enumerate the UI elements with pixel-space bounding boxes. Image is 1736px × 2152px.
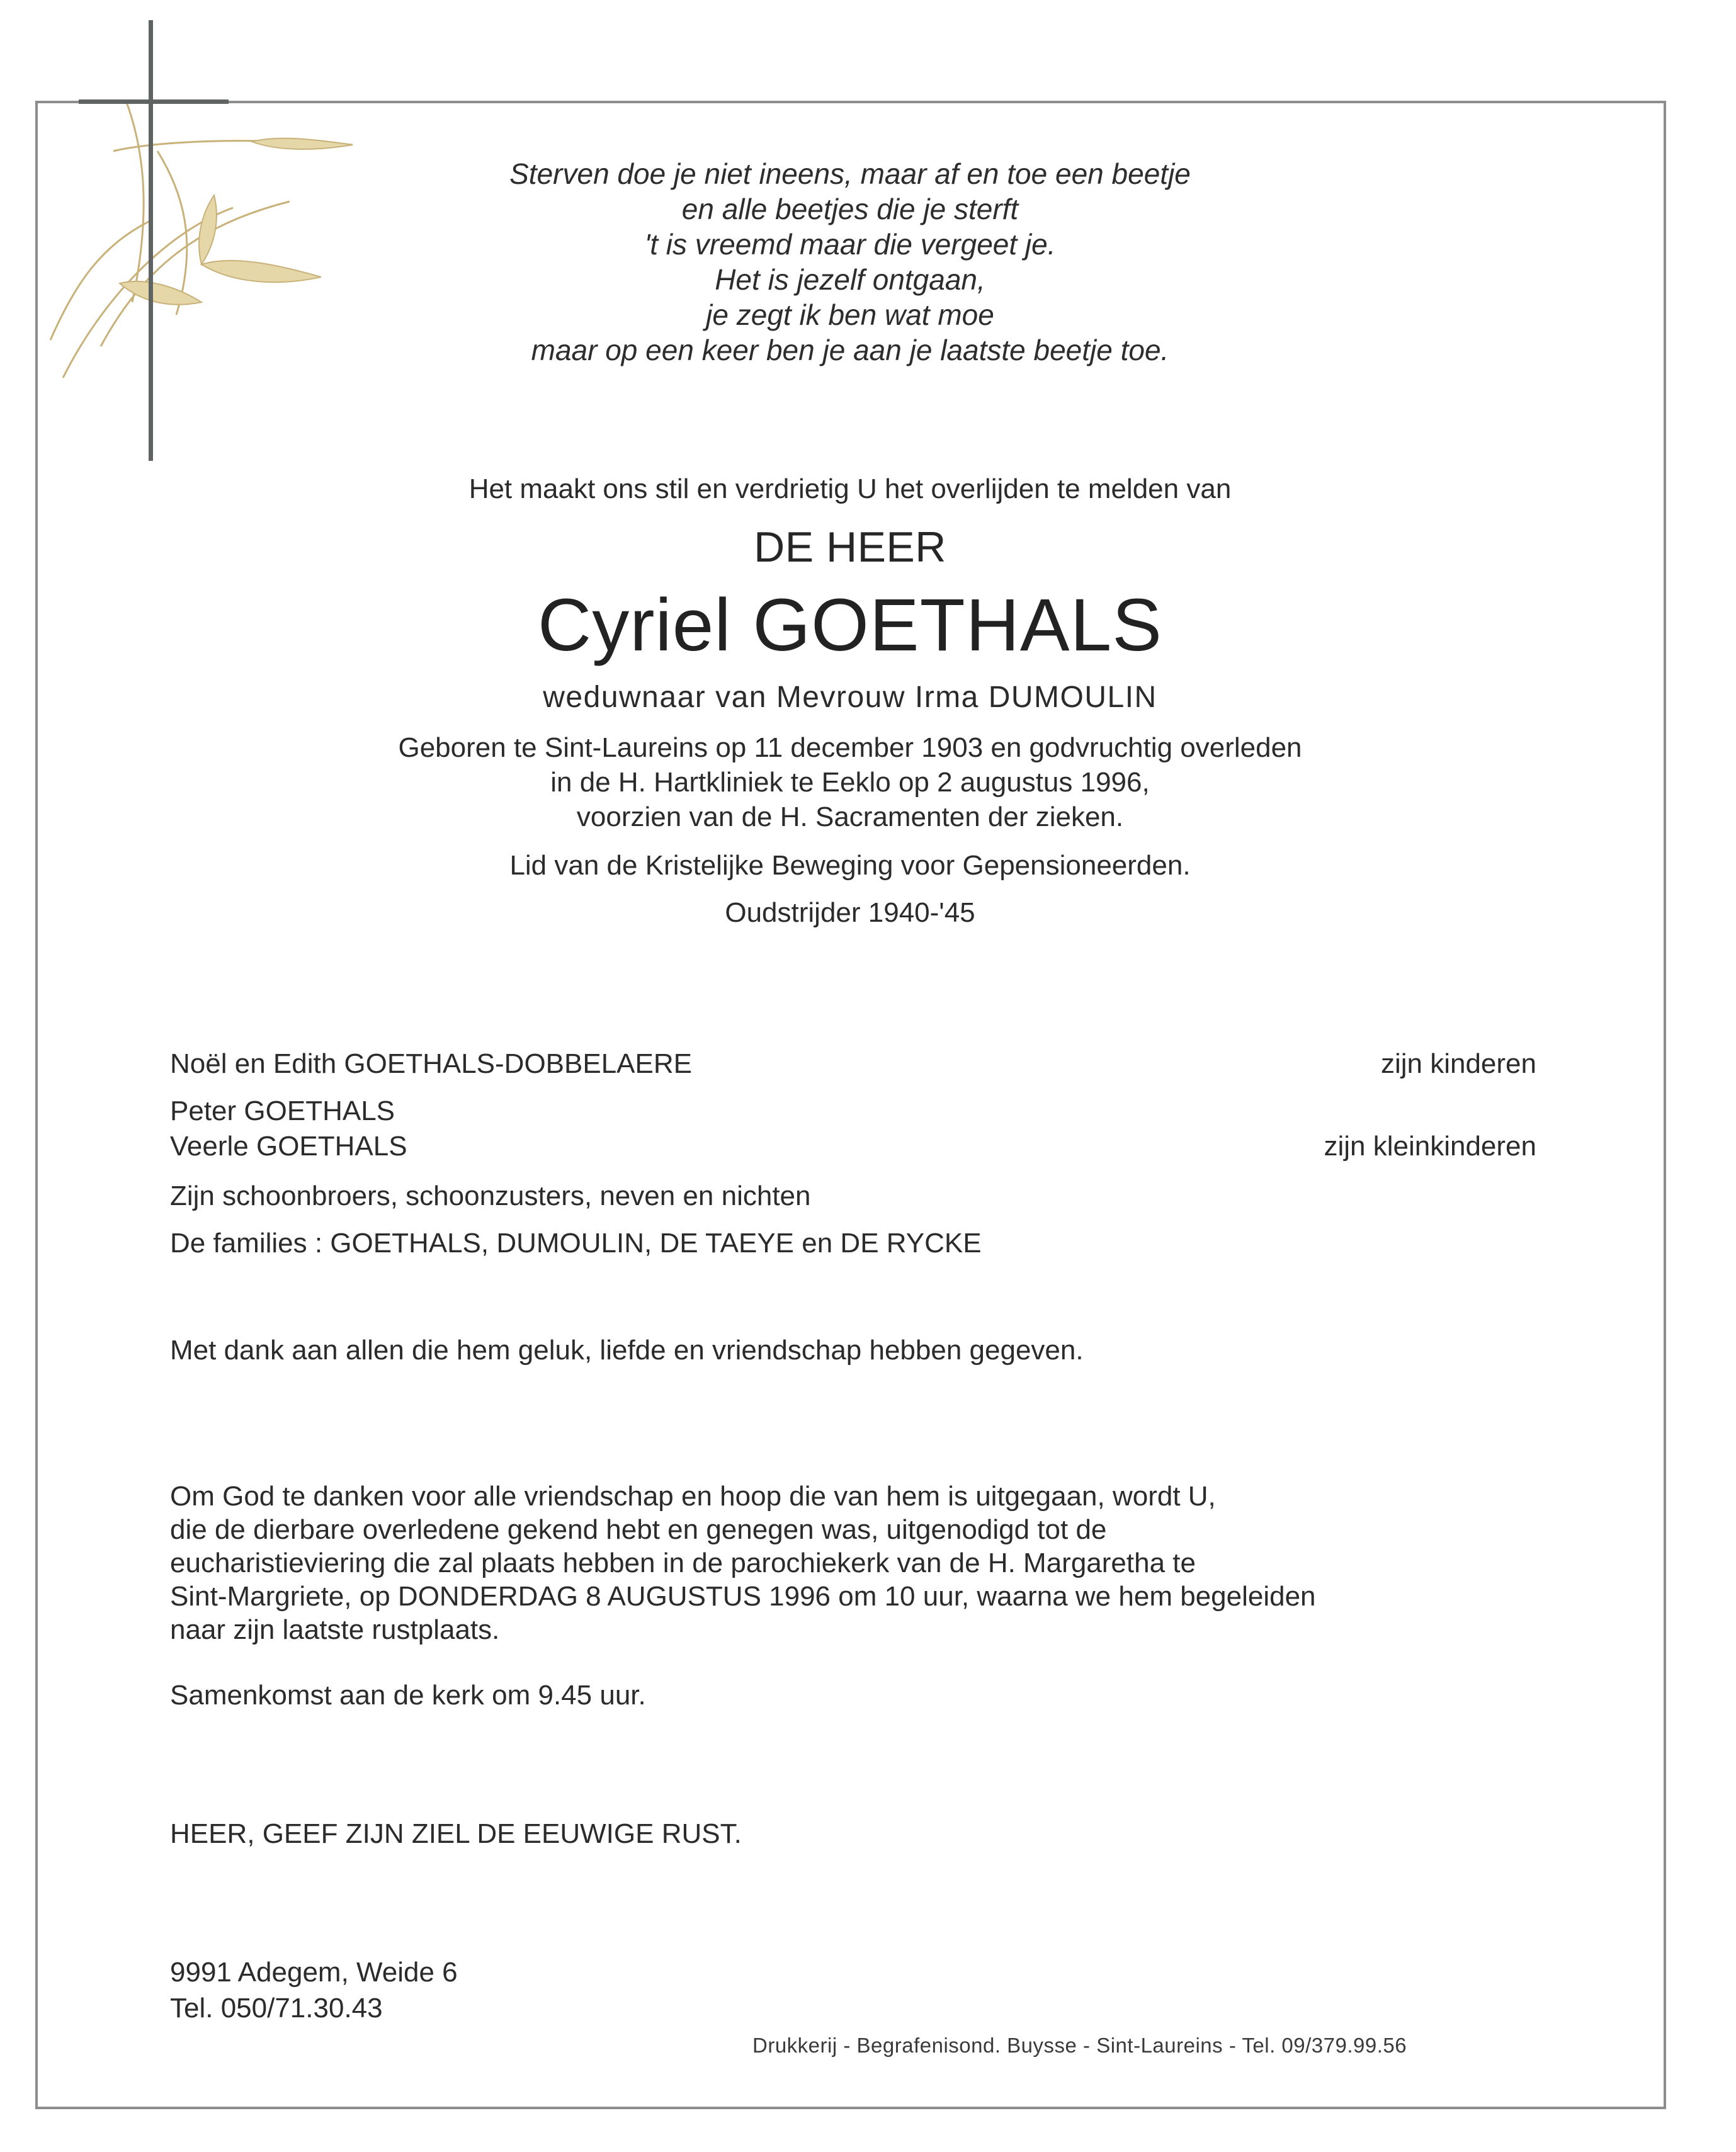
deceased-name: Cyriel GOETHALS <box>538 584 1162 667</box>
service-line: die de dierbare overledene gekend hebt en genegen was, uitgenodigd tot de <box>170 1514 1107 1545</box>
service-paragraph <box>170 1480 1316 1646</box>
poem <box>378 156 1322 368</box>
biography-line: in de H. Hartkliniek te Eeklo op 2 augustus 1996, <box>550 767 1150 798</box>
widower-line: weduwnaar van Mevrouw Irma DUMOULIN <box>543 681 1157 714</box>
address-line: 9991 Adegem, Weide 6 <box>170 1957 458 1988</box>
children-label: zijn kinderen <box>1380 1048 1536 1079</box>
wheat-illustration <box>25 76 378 403</box>
service-line: naar zijn laatste rustplaats. <box>170 1614 500 1645</box>
service-line: Om God te danken voor alle vriendschap en hoop die van hem is uitgegaan, wordt U, <box>170 1481 1216 1512</box>
cross-horizontal-bar <box>79 99 229 104</box>
poem-line: en alle beetjes die je sterft <box>681 193 1019 225</box>
poem-line: Sterven doe je niet ineens, maar af en toe een beetje <box>509 157 1191 190</box>
gathering-line: Samenkomst aan de kerk om 9.45 uur. <box>170 1680 646 1711</box>
service-line: eucharistieviering die zal plaats hebben in de parochiekerk van de H. Margaretha te <box>170 1548 1196 1578</box>
phone-line: Tel. 050/71.30.43 <box>170 1993 383 2024</box>
cross-vertical-bar <box>149 20 153 461</box>
families-line: De families : GOETHALS, DUMOULIN, DE TAEYE en DE RYCKE <box>170 1228 982 1259</box>
biography-line: voorzien van de H. Sacramenten der zieken. <box>576 801 1124 832</box>
in-laws-line: Zijn schoonbroers, schoonzusters, neven en nichten <box>170 1181 811 1211</box>
poem-line: je zegt ik ben wat moe <box>706 298 994 331</box>
grandchild-name: Veerle GOETHALS <box>170 1131 407 1162</box>
veteran-line: Oudstrijder 1940-'45 <box>725 897 975 928</box>
honorific-title: DE HEER <box>754 523 946 571</box>
children-names: Noël en Edith GOETHALS-DOBBELAERE <box>170 1048 692 1079</box>
printer-credit: Drukkerij - Begrafenisond. Buysse - Sint-Laureins - Tel. 09/379.99.56 <box>752 2034 1407 2057</box>
biography <box>252 730 1448 834</box>
poem-line: 't is vreemd maar die vergeet je. <box>644 228 1056 261</box>
prayer-line: HEER, GEEF ZIJN ZIEL DE EEUWIGE RUST. <box>170 1818 742 1849</box>
membership-line: Lid van de Kristelijke Beweging voor Gepensioneerden. <box>509 850 1191 881</box>
family-row-grandchild <box>170 1096 1536 1127</box>
announcement-intro: Het maakt ons stil en verdrietig U het overlijden te melden van <box>468 473 1232 504</box>
poem-line: Het is jezelf ontgaan, <box>715 263 985 296</box>
grandchildren-label: zijn kleinkinderen <box>1324 1131 1536 1162</box>
poem-line: maar op een keer ben je aan je laatste beetje toe. <box>531 334 1169 366</box>
thanks-line: Met dank aan allen die hem geluk, liefde en vriendschap hebben gegeven. <box>170 1335 1084 1366</box>
service-line: Sint-Margriete, op DONDERDAG 8 AUGUSTUS 1996 om 10 uur, waarna we hem begeleiden <box>170 1581 1316 1612</box>
biography-line: Geboren te Sint-Laureins op 11 december 1903 en godvruchtig overleden <box>398 732 1302 763</box>
family-row-grandchild <box>170 1131 1536 1162</box>
grandchild-name: Peter GOETHALS <box>170 1096 395 1126</box>
family-row-children <box>170 1048 1536 1080</box>
